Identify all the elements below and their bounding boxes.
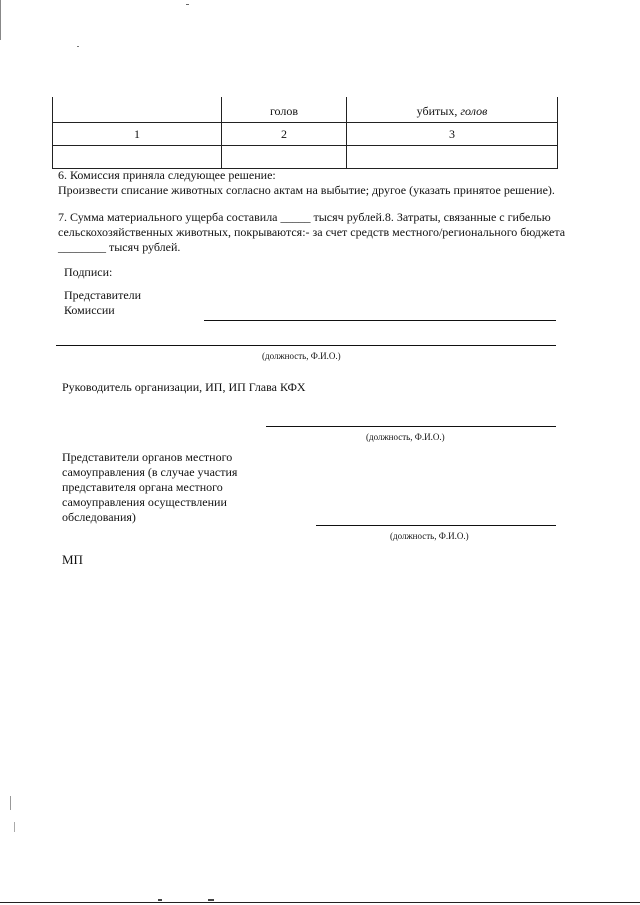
scan-dot [77,46,79,47]
table-cell [222,146,347,169]
section7-line2: сельскохозяйственных животных, покрываются:- за счет средств местного/регионального бюджета [58,225,566,239]
scan-mark [0,0,1,40]
scan-dot [208,899,214,901]
section6 [58,168,618,198]
section7-line1: 7. Сумма материального ущерба составила _____ тысяч рублей.8. Затраты, связанные с гибелью [58,210,551,224]
local-line: самоуправления (в случае участия [62,465,238,479]
header-text-italic: голов [460,104,488,118]
table-cell: голов [222,97,347,123]
scan-mark [14,822,15,832]
table-cell [53,97,222,123]
commission-line2: Комиссии [64,303,115,317]
local-government-label [62,450,282,525]
stamp-label: МП [62,552,83,567]
signature-line [266,426,556,427]
local-line: обследования) [62,510,136,524]
local-line: представителя органа местного [62,480,223,494]
table-cell [347,146,558,169]
scan-dot [186,4,189,5]
signature-caption: (должность, Ф.И.О.) [262,351,341,361]
section7 [58,210,628,255]
signatures-label: Подписи: [64,265,113,279]
section6-text: Произвести списание животных согласно актам на выбытие; другое (указать принятое решение). [58,183,555,197]
signature-line [56,345,556,346]
scan-dot [158,899,162,901]
scan-mark [10,796,11,810]
table-cell: 3 [347,123,558,146]
local-line: Представители органов местного [62,450,233,464]
table-cell: 1 [53,123,222,146]
signature-line [204,320,556,321]
table-header-row [53,97,558,123]
signature-line [316,525,556,526]
signature-caption: (должность, Ф.И.О.) [390,531,469,541]
signature-caption: (должность, Ф.И.О.) [366,432,445,442]
section6-title: 6. Комиссия приняла следующее решение: [58,168,276,182]
table-cell: 2 [222,123,347,146]
table-row [53,146,558,169]
commission-label [64,288,141,318]
livestock-table [52,97,558,169]
table-cell [53,146,222,169]
head-label: Руководитель организации, ИП, ИП Глава КФХ [62,380,306,394]
page-bottom-edge [0,902,640,903]
table-number-row [53,123,558,146]
header-text: убитых, [416,104,458,118]
table-cell [347,97,558,123]
local-line: самоуправления осуществлении [62,495,227,509]
section7-line3: ________ тысяч рублей. [58,240,181,254]
commission-line1: Представители [64,288,142,302]
